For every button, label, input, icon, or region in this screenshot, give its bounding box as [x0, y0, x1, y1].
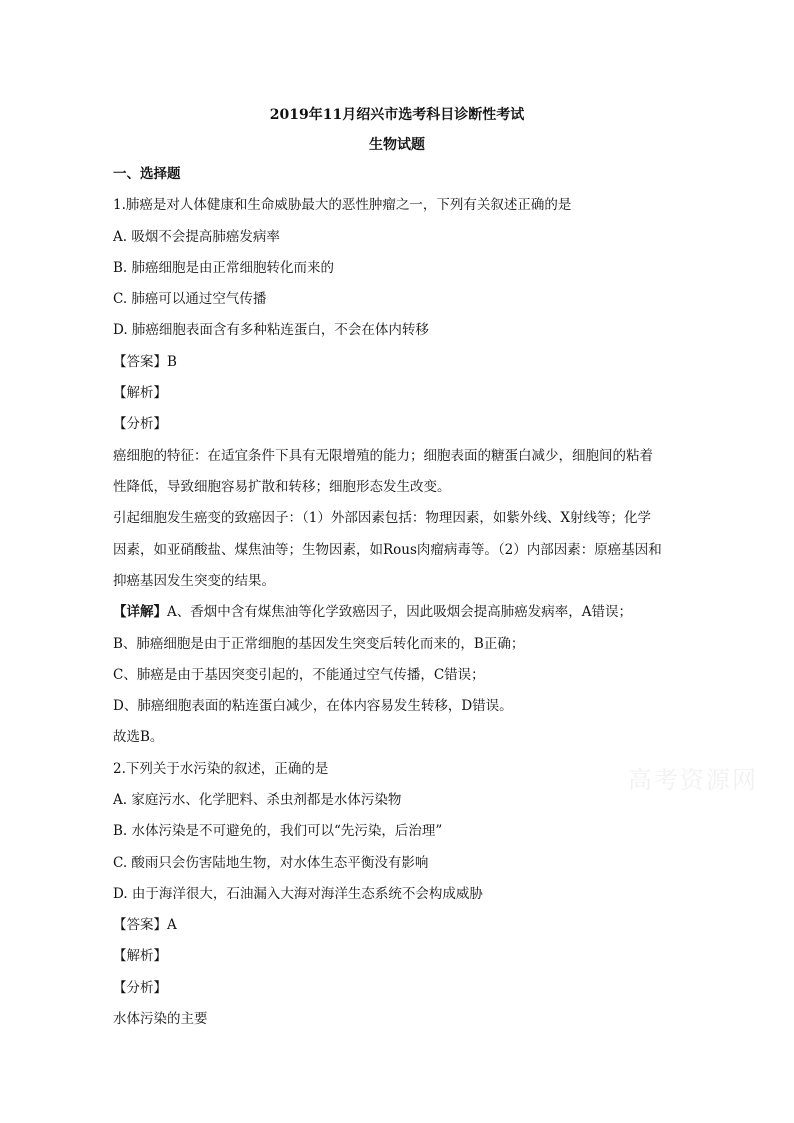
q1-analysis-line-1: 癌细胞的特征：在适宜条件下具有无限增殖的能力；细胞表面的糖蛋白减少，细胞间的粘着	[113, 448, 653, 464]
q2-fenxi-label: 【分析】	[113, 980, 167, 996]
q1-option-b: B. 肺癌细胞是由正常细胞转化而来的	[113, 260, 335, 276]
q1-analysis-line-3: 引起细胞发生癌变的致癌因子：（1）外部因素包括：物理因素，如紫外线、X射线等；化学	[113, 510, 651, 526]
q1-detail-a: A、香烟中含有煤焦油等化学致癌因子，因此吸烟会提高肺癌发病率，A错误；	[167, 604, 632, 620]
q1-option-c: C. 肺癌可以通过空气传播	[113, 291, 267, 307]
q1-detail-b: B、肺癌细胞是由于正常细胞的基因发生突变后转化而来的，B正确；	[113, 636, 525, 652]
q1-detail-c: C、肺癌是由于基因突变引起的，不能通过空气传播，C错误；	[113, 667, 485, 683]
q1-conclusion: 故选B。	[113, 729, 164, 745]
q2-option-d: D. 由于海洋很大，石油漏入大海对海洋生态系统不会构成威胁	[113, 886, 483, 902]
q1-detail-label: 【详解】	[113, 604, 167, 620]
q2-analysis-line-1: 水体污染的主要	[113, 1011, 208, 1027]
q1-option-a: A. 吸烟不会提高肺癌发病率	[113, 229, 280, 245]
q2-option-a: A. 家庭污水、化学肥料、杀虫剂都是水体污染物	[113, 792, 402, 808]
section-heading: 一、选择题	[113, 166, 181, 182]
q1-analysis-line-4: 因素，如亚硝酸盐、煤焦油等；生物因素，如Rous肉瘤病毒等。（2）内部因素：原癌基因和	[113, 542, 662, 558]
q1-jiexi-label: 【解析】	[113, 385, 167, 401]
q1-answer: 【答案】B	[113, 354, 177, 370]
q1-analysis-line-5: 抑癌基因发生突变的结果。	[113, 573, 275, 589]
q2-option-b: B. 水体污染是不可避免的，我们可以“先污染，后治理”	[113, 823, 443, 839]
q1-option-d: D. 肺癌细胞表面含有多种粘连蛋白，不会在体内转移	[113, 322, 429, 338]
q2-answer: 【答案】A	[113, 917, 177, 933]
page-title: 2019年11月绍兴市选考科目诊断性考试	[269, 107, 525, 123]
q2-jiexi-label: 【解析】	[113, 948, 167, 964]
q1-detail-a-line	[113, 602, 683, 622]
q1-fenxi-label: 【分析】	[113, 416, 167, 432]
q2-option-c: C. 酸雨只会伤害陆地生物，对水体生态平衡没有影响	[113, 855, 429, 871]
q1-stem: 1.肺癌是对人体健康和生命威胁最大的恶性肿瘤之一，下列有关叙述正确的是	[113, 197, 572, 213]
q1-detail-d: D、肺癌细胞表面的粘连蛋白减少，在体内容易发生转移，D错误。	[113, 698, 513, 714]
watermark: 高考资源网	[628, 766, 758, 794]
q1-analysis-line-2: 性降低，导致细胞容易扩散和转移；细胞形态发生改变。	[113, 479, 451, 495]
q2-stem: 2.下列关于水污染的叙述，正确的是	[113, 761, 329, 777]
page-subtitle: 生物试题	[369, 137, 425, 153]
